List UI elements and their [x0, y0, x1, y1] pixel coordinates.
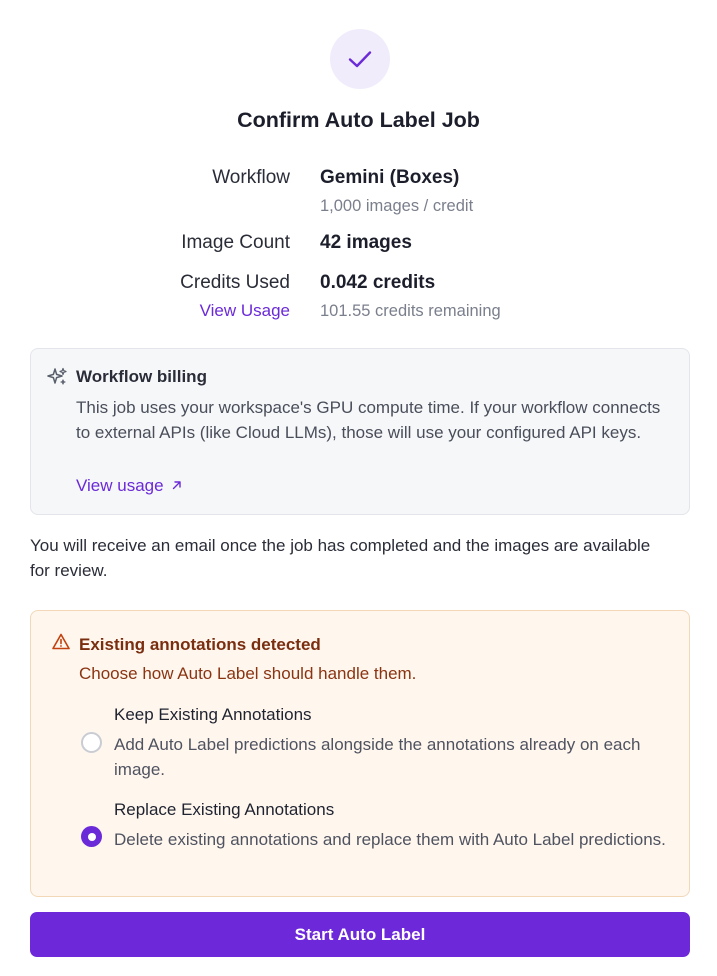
email-notification-note: You will receive an email once the job has completed and the images are available for review. [30, 536, 651, 580]
option-keep-description: Add Auto Label predictions alongside the annotations already on each image. [114, 735, 641, 779]
workflow-value: Gemini (Boxes) [320, 167, 460, 188]
start-auto-label-button[interactable]: Start Auto Label [30, 912, 690, 957]
billing-description: This job uses your workspace's GPU compute time. If your workflow connects to external APIs (like Cloud LLMs), those will use your configured API keys. [76, 398, 661, 442]
option-keep-title: Keep Existing Annotations [114, 705, 312, 724]
image-count-label: Image Count [181, 232, 290, 253]
credits-used-label: Credits Used [180, 272, 290, 293]
billing-view-usage-link[interactable] [76, 476, 183, 496]
existing-annotations-warning [30, 610, 690, 897]
image-count-value: 42 images [320, 232, 412, 253]
warning-subtitle: Choose how Auto Label should handle them. [79, 664, 417, 683]
workflow-label: Workflow [212, 167, 290, 188]
option-replace-title: Replace Existing Annotations [114, 800, 335, 819]
check-icon [345, 44, 375, 74]
workflow-billing-info [30, 348, 690, 515]
option-keep-radio[interactable] [81, 732, 102, 753]
credits-remaining: 101.55 credits remaining [320, 302, 501, 320]
warning-triangle-icon [51, 632, 71, 652]
dialog-title: Confirm Auto Label Job [237, 108, 480, 132]
credits-used-value: 0.042 credits [320, 272, 436, 293]
option-replace-radio[interactable] [81, 826, 102, 847]
radio-selected-dot [88, 833, 96, 841]
workflow-rate: 1,000 images / credit [320, 197, 474, 215]
billing-link-label: View usage [76, 476, 164, 495]
option-replace-description: Delete existing annotations and replace them with Auto Label predictions. [114, 830, 666, 849]
sparkles-icon [46, 366, 68, 388]
external-arrow-icon [171, 479, 183, 491]
warning-title: Existing annotations detected [79, 635, 321, 654]
success-check-badge [330, 29, 390, 89]
billing-title: Workflow billing [76, 367, 207, 386]
view-usage-link[interactable]: View Usage [199, 301, 290, 320]
